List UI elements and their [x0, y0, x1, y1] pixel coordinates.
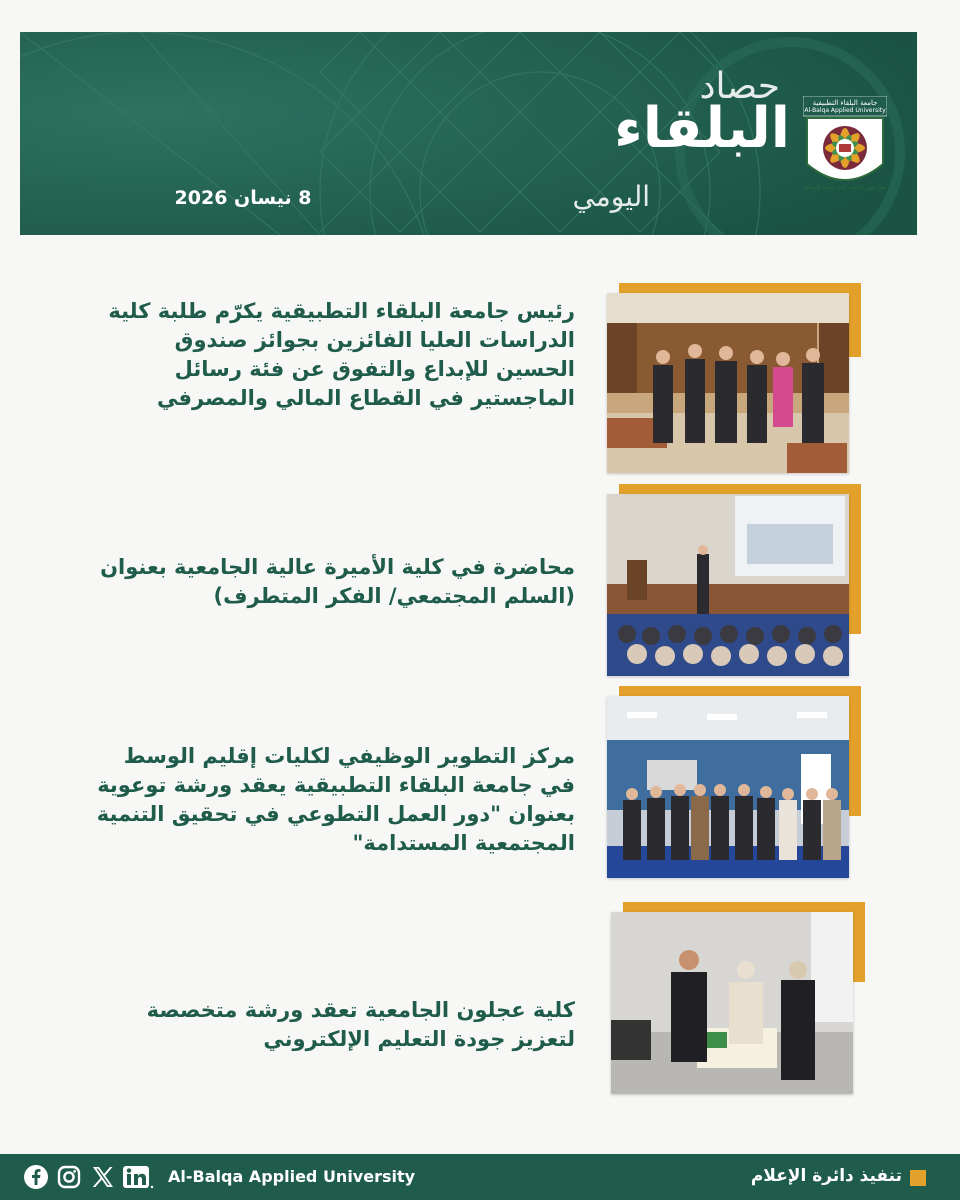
news-headline[interactable]: كلية عجلون الجامعية تعقد ورشة متخصصة لتعزيز جودة التعليم الإلكتروني: [146, 998, 575, 1051]
workshop-group-photo[interactable]: [607, 696, 849, 878]
award-ceremony-photo[interactable]: [607, 293, 849, 473]
university-name: Al-Balqa Applied University: [168, 1167, 416, 1186]
facebook-icon[interactable]: [22, 1163, 50, 1191]
logo-motto: من عين جالوت إلى عمان السلام: [804, 184, 886, 191]
news-item[interactable]: [0, 686, 960, 886]
x-icon[interactable]: [88, 1163, 116, 1191]
title-top-word: حصاد: [699, 66, 780, 107]
gold-square-marker: [910, 1170, 926, 1186]
news-item[interactable]: [0, 484, 960, 679]
lecture-hall-photo[interactable]: [607, 494, 849, 676]
logo-arabic-name: جامعة البلقاء التطبيقية: [812, 99, 878, 107]
page-title: البلقاء: [614, 96, 790, 161]
news-headline[interactable]: مركز التطوير الوظيفي لكليات إقليم الوسط في جامعة البلقاء التطبيقية يعقد ورشة توعوية بعنوان "دور العمل التطوعي في تحقيق التنمية المجتمعية المستدامة": [96, 744, 575, 855]
issue-date: 8 نيسان 2026: [174, 187, 312, 209]
computer-lab-photo[interactable]: [611, 912, 853, 1094]
logo-english-name: Al-Balqa Applied University: [804, 107, 886, 114]
news-item[interactable]: [0, 283, 960, 478]
news-item[interactable]: [0, 902, 960, 1102]
linkedin-icon[interactable]: [121, 1163, 155, 1191]
instagram-icon[interactable]: [55, 1163, 83, 1191]
media-department-credit: تنفيذ دائرة الإعلام: [750, 1166, 902, 1186]
news-headline[interactable]: رئيس جامعة البلقاء التطبيقية يكرّم طلبة كلية الدراسات العليا الفائزين بجوائز صندوق الحسين للإبداع والتفوق عن فئة رسائل الماجستير في القطاع المالي والمصرفي: [108, 299, 575, 410]
footer-bar: [0, 1154, 960, 1200]
header-banner: [20, 32, 917, 235]
university-logo: [803, 96, 887, 196]
title-bottom-word: اليومي: [572, 180, 650, 213]
news-headline[interactable]: محاضرة في كلية الأميرة عالية الجامعية بعنوان (السلم المجتمعي/ الفكر المتطرف): [100, 555, 575, 608]
